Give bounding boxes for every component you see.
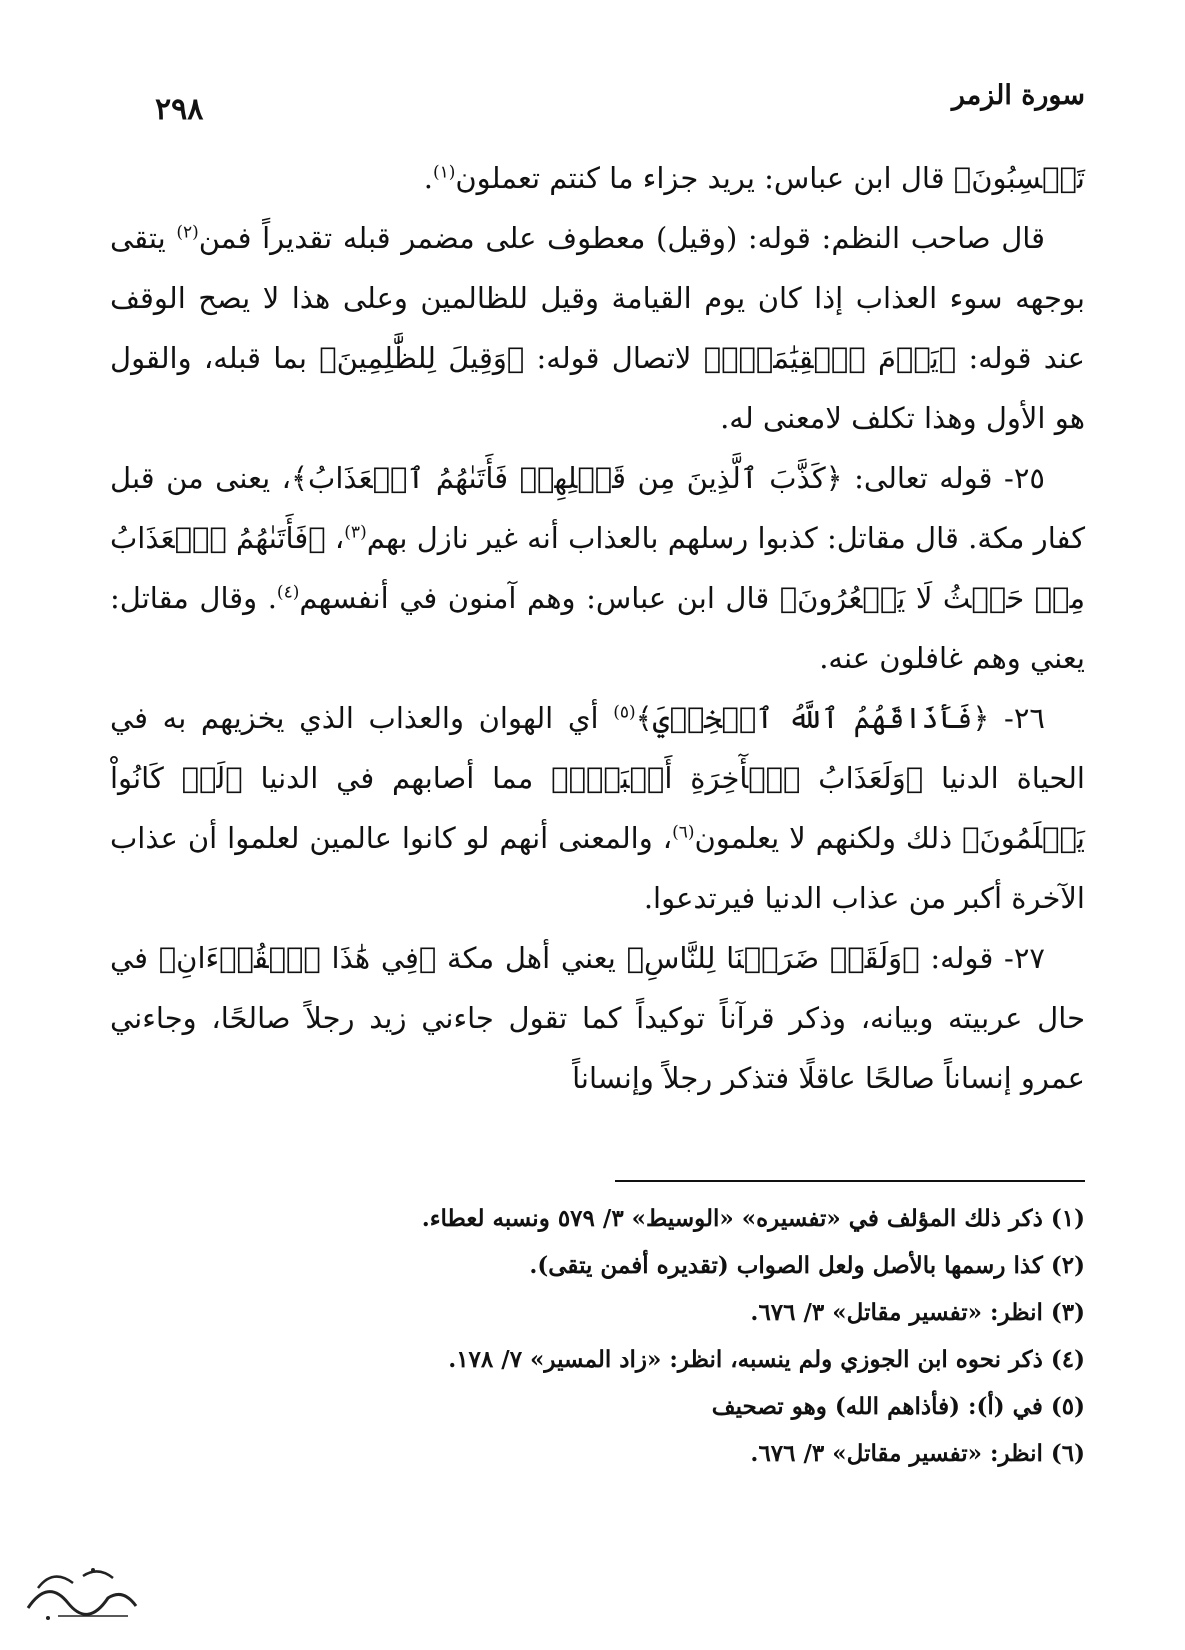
footnote-ref[interactable]: (٦) (672, 822, 695, 843)
paragraph-text: تَكۡسِبُونَ﴾ قال ابن عباس: يريد جزاء ما كنتم تعملون (455, 161, 1085, 195)
page-number: ٢٩٨ (155, 92, 204, 127)
footnote-ref[interactable]: (٥) (613, 702, 636, 723)
paragraph-text: . (423, 161, 433, 195)
footnote-ref[interactable]: (٤) (276, 582, 300, 603)
footnote-1: (١) ذكر ذلك المؤلف في «تفسيره» «الوسيط» ٣/ ٥٧٩ ونسبه لعطاء. (421, 1205, 1085, 1232)
paragraph-text: قال صاحب النظم: قوله: (وقيل) معطوف على مضمر قبله تقديراً فمن (198, 221, 1045, 255)
footnote-divider (615, 1180, 1085, 1182)
paragraph-2 (110, 208, 1085, 448)
paragraph-text: . وقال مقاتل: يعني وهم غافلون عنه. (110, 581, 1085, 675)
footnote-ref[interactable]: (١) (432, 162, 456, 183)
footnote-2: (٢) كذا رسمها بالأصل ولعل الصواب (تقديره أفمن يتقى). (529, 1252, 1085, 1279)
paragraph-1 (110, 148, 1085, 208)
paragraph-text: ، والمعنى أنهم لو كانوا عالمين لعلموا أن عذاب الآخرة أكبر من عذاب الدنيا فيرتدعوا. (110, 821, 1085, 915)
paragraph-5 (110, 928, 1085, 1108)
publisher-logo-icon (18, 1558, 143, 1628)
paragraph-text: يتقى بوجهه سوء العذاب إذا كان يوم القيامة وقيل للظالمين وعلى هذا لا يصح الوقف عند قوله: ﴿يَوۡمَ ٱلۡقِيَٰمَةِۚ﴾ لاتصال قوله: ﴿وَقِيلَ لِلظَّٰلِمِينَ﴾ بما قبله، والقول هو الأول وهذا تكلف لامعنى له. (110, 221, 1085, 435)
footnote-5: (٥) في (أ): (فأذاهم الله) وهو تصحيف (711, 1393, 1085, 1420)
footnote-3: (٣) انظر: «تفسير مقاتل» ٣/ ٦٧٦. (750, 1299, 1085, 1326)
paragraph-text: أي الهوان والعذاب الذي يخزيهم به في الحياة الدنيا ﴿وَلَعَذَابُ ٱلۡأٓخِرَةِ أَكۡبَرُۚ﴾ مما أصابهم في الدنيا ﴿لَوۡ كَانُواْ يَعۡلَمُونَ﴾ ذلك ولكنهم لا يعلمون (110, 701, 1085, 855)
paragraph-4 (110, 688, 1085, 928)
footnotes (110, 1195, 1085, 1477)
footnote-ref[interactable]: (٣) (344, 522, 367, 543)
paragraph-text: ٢٥- قوله تعالى: ﴿كَذَّبَ ٱلَّذِينَ مِن قَبۡلِهِمۡ فَأَتَىٰهُمُ ٱلۡعَذَابُ﴾، يعنى من قبل كفار مكة. قال مقاتل: كذبوا رسلهم بالعذاب أنه غير نازل بهم (110, 461, 1086, 555)
footnote-6: (٦) انظر: «تفسير مقاتل» ٣/ ٦٧٦. (750, 1440, 1085, 1467)
page-header (155, 70, 1085, 140)
paragraph-text: ، ﴿فَأَتَىٰهُمُ ٱلۡعَذَابُ مِنۡ حَيۡثُ لَا يَشۡعُرُونَ﴾ قال ابن عباس: وهم آمنون في أنفسهم (110, 521, 1085, 615)
footnote-4: (٤) ذكر نحوه ابن الجوزي ولم ينسبه، انظر: «زاد المسير» ٧/ ١٧٨. (448, 1346, 1085, 1373)
paragraph-3 (110, 448, 1085, 688)
main-text (110, 148, 1085, 1108)
paragraph-text: ٢٧- قوله: ﴿وَلَقَدۡ ضَرَبۡنَا لِلنَّاسِ﴾ يعني أهل مكة ﴿فِي هَٰذَا ٱلۡقُرۡءَانِ﴾ في حال عربيته وبيانه، وذكر قرآناً توكيداً كما تقول جاءني زيد رجلاً صالحًا، وجاءني عمرو إنساناً صالحًا عاقلًا فتذكر رجلاً وإنساناً (110, 941, 1085, 1095)
surah-title: سورة الزمر (951, 80, 1085, 111)
paragraph-text: ٢٦- ﴿فَأَذَاقَهُمُ ٱللَّهُ ٱلۡخِزۡيَ﴾ (635, 701, 1045, 735)
footnote-ref[interactable]: (٢) (176, 222, 199, 243)
